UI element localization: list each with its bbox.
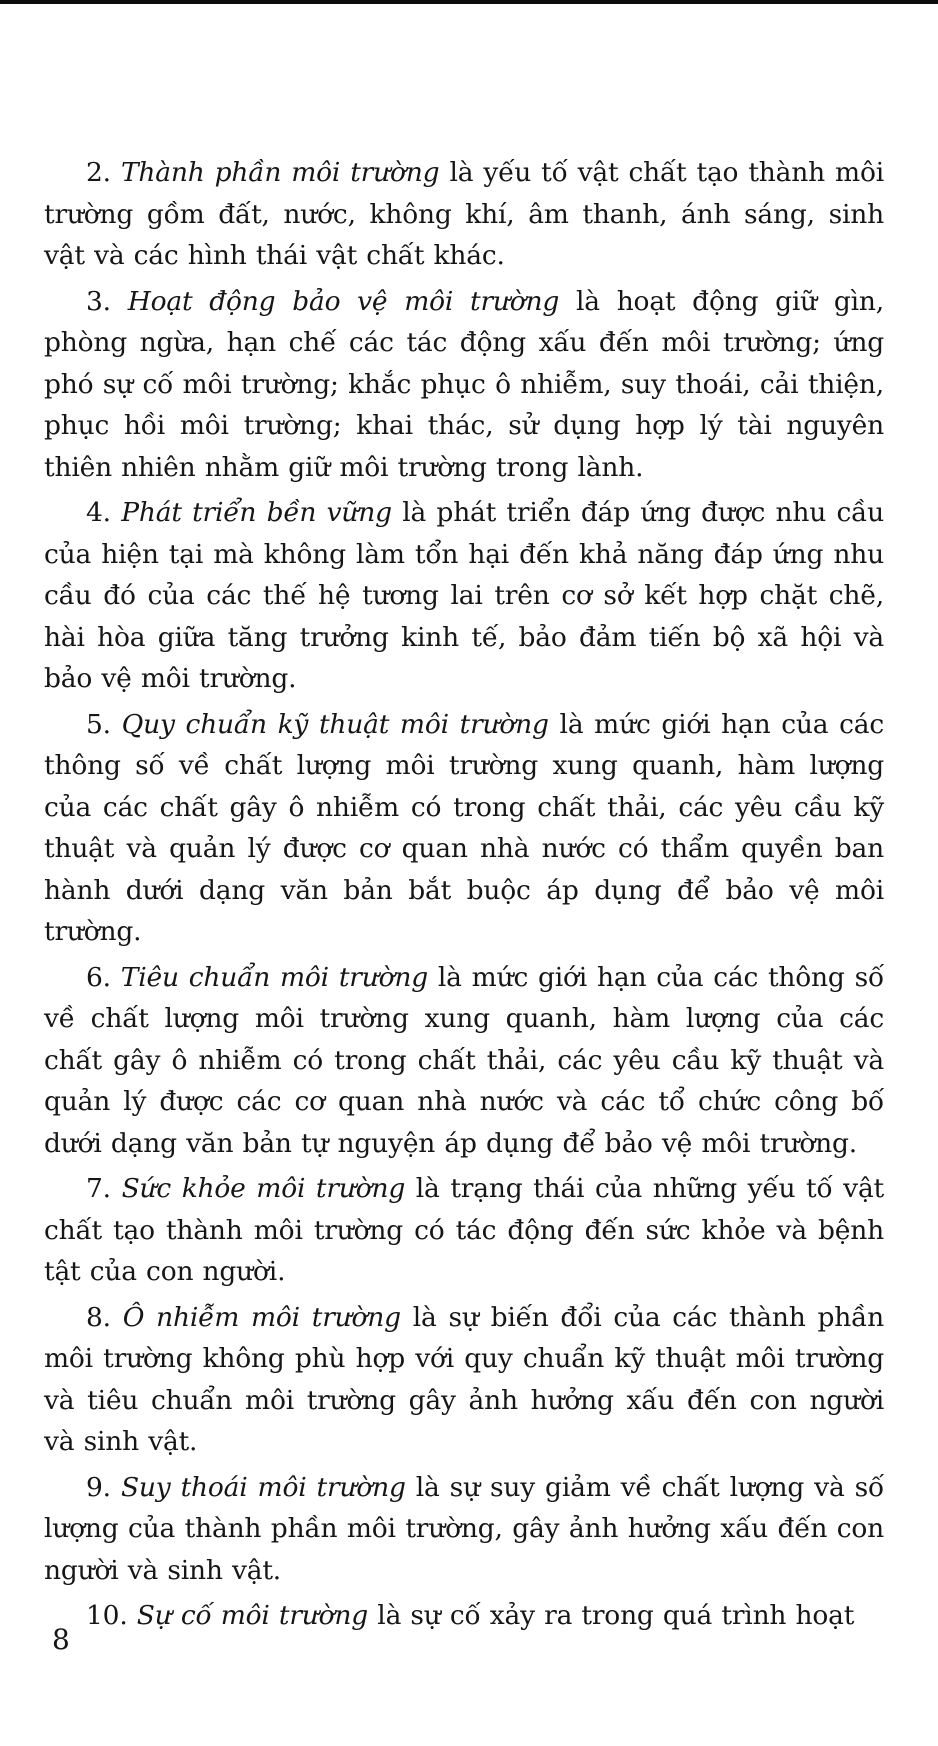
definition-text: là mức giới hạn của các thông số về chất lượng môi trường xung quanh, hàm lượng của các chất gây ô nhiễm có trong chất thải, các yêu cầu kỹ thuật và quản lý được cơ quan nhà nước có thẩm quyền ban hành dưới dạng văn bản bắt buộc áp dụng để bảo vệ môi trường. xyxy=(44,708,884,947)
item-number: 10. xyxy=(86,1600,128,1631)
item-number: 7. xyxy=(86,1173,111,1204)
item-number: 2. xyxy=(86,157,111,188)
page-body xyxy=(44,152,884,1641)
item-number: 5. xyxy=(86,708,111,740)
definition-item-7 xyxy=(44,1168,884,1293)
defined-term: Tiêu chuẩn môi trường xyxy=(120,961,428,993)
definition-item-4 xyxy=(44,492,884,700)
item-number: 8. xyxy=(86,1301,111,1333)
definition-text: là phát triển đáp ứng được nhu cầu của hiện tại mà không làm tổn hại đến khả năng đáp ứng nhu cầu đó của các thế hệ tương lai trên cơ sở kết hợp chặt chẽ, hài hòa giữa tăng trưởng kinh tế, bảo đảm tiến bộ xã hội và bảo vệ môi trường. xyxy=(44,497,884,694)
top-border-rule xyxy=(0,0,938,4)
definition-item-5 xyxy=(44,704,884,953)
page-number: 8 xyxy=(52,1623,70,1656)
definition-item-8 xyxy=(44,1297,884,1463)
definition-item-10 xyxy=(44,1595,884,1637)
defined-term: Phát triển bền vững xyxy=(121,497,392,528)
definition-text: là sự biến đổi của các thành phần môi trường không phù hợp với quy chuẩn kỹ thuật môi trường và tiêu chuẩn môi trường gây ảnh hưởng xấu đến con người và sinh vật. xyxy=(44,1301,884,1457)
defined-term: Quy chuẩn kỹ thuật môi trường xyxy=(121,708,549,740)
item-number: 6. xyxy=(86,961,111,993)
item-number: 3. xyxy=(86,285,111,317)
defined-term: Sự cố môi trường xyxy=(136,1600,369,1631)
definition-text: là mức giới hạn của các thông số về chất lượng môi trường xung quanh, hàm lượng của các chất gây ô nhiễm có trong chất thải, các yêu cầu kỹ thuật và quản lý được các cơ quan nhà nước và các tổ chức công bố dưới dạng văn bản tự nguyện áp dụng để bảo vệ môi trường. xyxy=(44,961,884,1159)
defined-term: Sức khỏe môi trường xyxy=(121,1173,406,1204)
definition-text: là trạng thái của những yếu tố vật chất tạo thành môi trường có tác động đến sức khỏe và bệnh tật của con người. xyxy=(44,1173,884,1287)
definition-text: là yếu tố vật chất tạo thành môi trường gồm đất, nước, không khí, âm thanh, ánh sáng, sinh vật và các hình thái vật chất khác. xyxy=(44,157,884,271)
item-number: 4. xyxy=(86,497,111,528)
definition-text: là sự suy giảm về chất lượng và số lượng của thành phần môi trường, gây ảnh hưởng xấu đến con người và sinh vật. xyxy=(44,1471,884,1586)
definition-text: là hoạt động giữ gìn, phòng ngừa, hạn chế các tác động xấu đến môi trường; ứng phó sự cố môi trường; khắc phục ô nhiễm, suy thoái, cải thiện, phục hồi môi trường; khai thác, sử dụng hợp lý tài nguyên thiên nhiên nhằm giữ môi trường trong lành. xyxy=(44,285,884,483)
definition-item-2 xyxy=(44,152,884,277)
item-number: 9. xyxy=(86,1471,111,1503)
defined-term: Thành phần môi trường xyxy=(120,157,440,188)
definition-item-3 xyxy=(44,281,884,489)
definition-item-6 xyxy=(44,957,884,1165)
defined-term: Suy thoái môi trường xyxy=(120,1471,406,1503)
defined-term: Ô nhiễm môi trường xyxy=(122,1301,401,1333)
definition-item-9 xyxy=(44,1467,884,1592)
definition-text: là sự cố xảy ra trong quá trình hoạt xyxy=(377,1600,855,1631)
defined-term: Hoạt động bảo vệ môi trường xyxy=(127,285,560,317)
